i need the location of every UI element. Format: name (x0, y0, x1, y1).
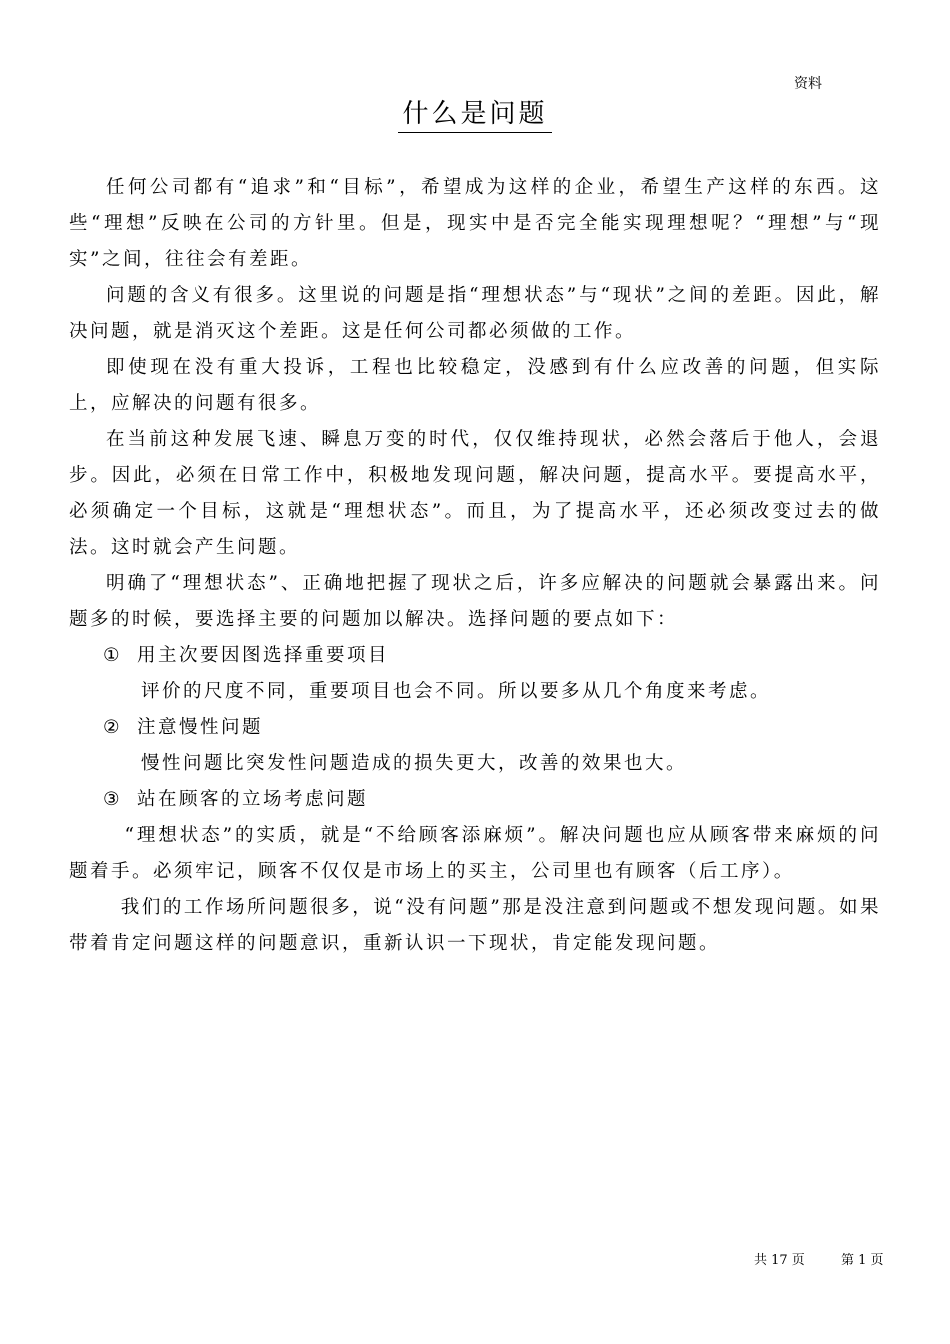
page-title: 什么是问题 (398, 93, 551, 133)
point-1-detail: 评价的尺度不同，重要项目也会不同。所以要多从几个角度来考虑。 (141, 681, 772, 702)
point-3-title: 站在顾客的立场考虑问题 (137, 789, 369, 810)
point-1-title: 用主次要因图选择重要项目 (137, 645, 390, 666)
paragraph-2: 问题的含义有很多。这里说的问题是指“理想状态”与“现状”之间的差距。因此，解决问题，就是消灭这个差距。这是任何公司都必须做的工作。 (69, 285, 881, 342)
page-number: 第 1 页 (840, 1253, 884, 1268)
point-1-number: ① (103, 645, 123, 666)
paragraph-1: 任何公司都有“追求”和“目标”，希望成为这样的企业，希望生产这样的东西。这些“理想”反映在公司的方针里。但是，现实中是否完全能实现理想呢？“理想”与“现实”之间，往往会有差距。 (69, 177, 881, 270)
paragraph-3: 即使现在没有重大投诉，工程也比较稳定，没感到有什么应改善的问题，但实际上，应解决的问题有很多。 (69, 357, 881, 414)
closing-paragraph: 我们的工作场所问题很多，说“没有问题”那是没注意到问题或不想发现问题。如果带着肯定问题这样的问题意识，重新认识一下现状，肯定能发现问题。 (69, 897, 881, 954)
point-3-paragraph: “理想状态”的实质，就是“不给顾客添麻烦”。解决问题也应从顾客带来麻烦的问题着手。必须牢记，顾客不仅仅是市场上的买主，公司里也有顾客（后工序）。 (69, 825, 881, 882)
point-2-title: 注意慢性问题 (137, 717, 264, 738)
point-3-heading (69, 782, 881, 818)
document-tag: 资料 (794, 76, 822, 92)
point-2-number: ② (103, 717, 123, 738)
page-footer (754, 1249, 884, 1268)
total-pages: 共 17 页 (754, 1253, 805, 1268)
page-title-wrapper (0, 93, 950, 133)
point-2-heading (69, 710, 881, 746)
point-3-number: ③ (103, 789, 123, 810)
point-1-heading (69, 638, 881, 674)
document-body (69, 170, 881, 962)
paragraph-4: 在当前这种发展飞速、瞬息万变的时代，仅仅维持现状，必然会落后于他人，会退步。因此，必须在日常工作中，积极地发现问题，解决问题，提高水平。要提高水平，必须确定一个目标，这就是“理想状态”。而且，为了提高水平，还必须改变过去的做法。这时就会产生问题。 (69, 429, 881, 558)
point-2-detail: 慢性问题比突发性问题造成的损失更大，改善的效果也大。 (141, 753, 688, 774)
paragraph-5: 明确了“理想状态”、正确地把握了现状之后，许多应解决的问题就会暴露出来。问题多的时候，要选择主要的问题加以解决。选择问题的要点如下： (69, 573, 881, 630)
